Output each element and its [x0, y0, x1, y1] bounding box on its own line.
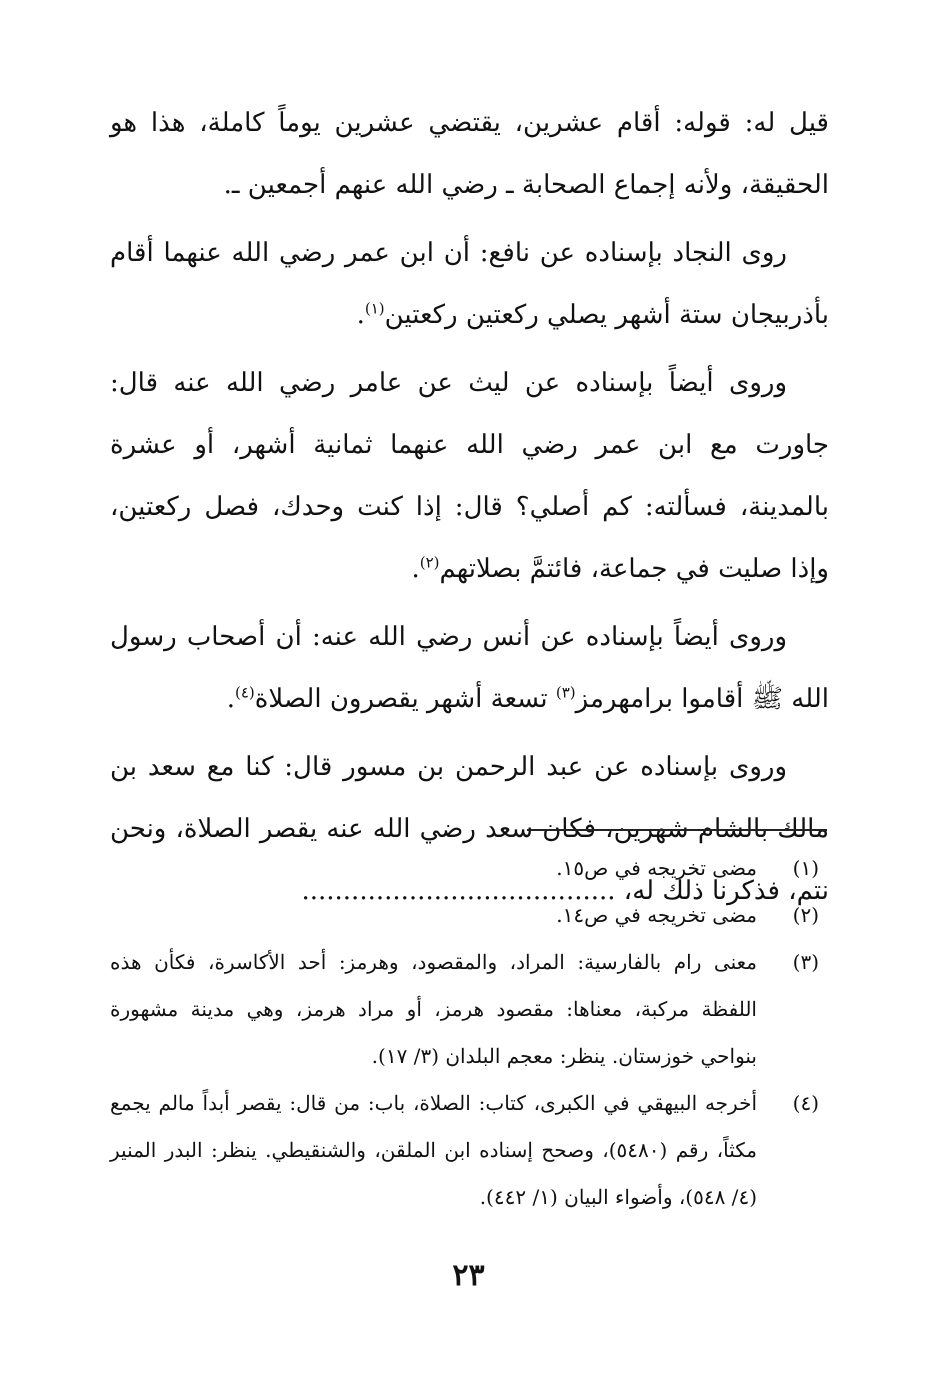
footnote-text: مضى تخريجه في ص١٤. [556, 903, 757, 927]
ellipsis: ...................................... [301, 876, 616, 906]
footnote-number: (٣) [792, 950, 819, 974]
footnote-ref[interactable]: (٤) [234, 683, 255, 702]
page-number: ٢٣ [452, 1258, 485, 1293]
footnote-number: (١) [792, 856, 819, 880]
footnote-ref[interactable]: (١) [364, 299, 385, 318]
main-text [110, 92, 829, 928]
paragraph: وروى بإسناده عن عبد الرحمن بن مسور قال: كنا مع سعد بن مالك بالشام شهرين، فكان سعد رضي الله عنه يقصر الصلاة، ونحن نتم، فذكرنا ذلك له، ...................................... [110, 752, 829, 906]
footnote [110, 845, 827, 892]
footnote-text: مضى تخريجه في ص١٥. [556, 856, 757, 880]
paragraph: روى النجاد بإسناده عن نافع: أن ابن عمر رضي الله عنهما أقام بأذربيجان ستة أشهر يصلي ركعتين ركعتين$^{(١)}$. [110, 238, 829, 330]
footnote [110, 1080, 827, 1221]
footnote [110, 939, 827, 1080]
footnote-text: أخرجه البيهقي في الكبرى، كتاب: الصلاة، باب: من قال: يقصر أبداً مالم يجمع مكثاً، رقم (٥٤٨٠)، وصحح إسناده ابن الملقن، والشنقيطي. ينظر: البدر المنير (٤/ ٥٤٨)، وأضواء البيان (١/ ٤٤٢). [110, 1091, 757, 1209]
paragraph: وروى أيضاً بإسناده عن أنس رضي الله عنه: أن أصحاب رسول الله ﷺ أقاموا برامهرمز$^{(٣)}$ تسعة أشهر يقصرون الصلاة$^{(٤)}$. [110, 622, 829, 714]
footnote [110, 892, 827, 939]
footnotes [110, 845, 827, 1221]
footnote-ref[interactable]: (٣) [555, 683, 576, 702]
footnote-separator [527, 829, 827, 831]
footnote-ref[interactable]: (٢) [419, 553, 440, 572]
paragraph: وروى أيضاً بإسناده عن ليث عن عامر رضي الله عنه قال: جاورت مع ابن عمر رضي الله عنهما ثمانية أشهر، أو عشرة بالمدينة، فسألته: كم أصلي؟ قال: إذا كنت وحدك، فصل ركعتين، وإذا صليت في جماعة، فائتمَّ بصلاتهم$^{(٢)}$. [110, 368, 829, 584]
footnote-number: (٢) [792, 903, 819, 927]
paragraph: قيل له: قوله: أقام عشرين، يقتضي عشرين يوماً كاملة، هذا هو الحقيقة، ولأنه إجماع الصحابة ـ رضي الله عنهم أجمعين ـ. [110, 108, 829, 200]
footnote-number: (٤) [792, 1091, 819, 1115]
footnote-text: معنى رام بالفارسية: المراد، والمقصود، وهرمز: أحد الأكاسرة، فكأن هذه اللفظة مركبة، معناها: مقصود هرمز، أو مراد هرمز، وهي مدينة مشهورة بنواحي خوزستان. ينظر: معجم البلدان (٣/ ١٧). [110, 950, 757, 1068]
